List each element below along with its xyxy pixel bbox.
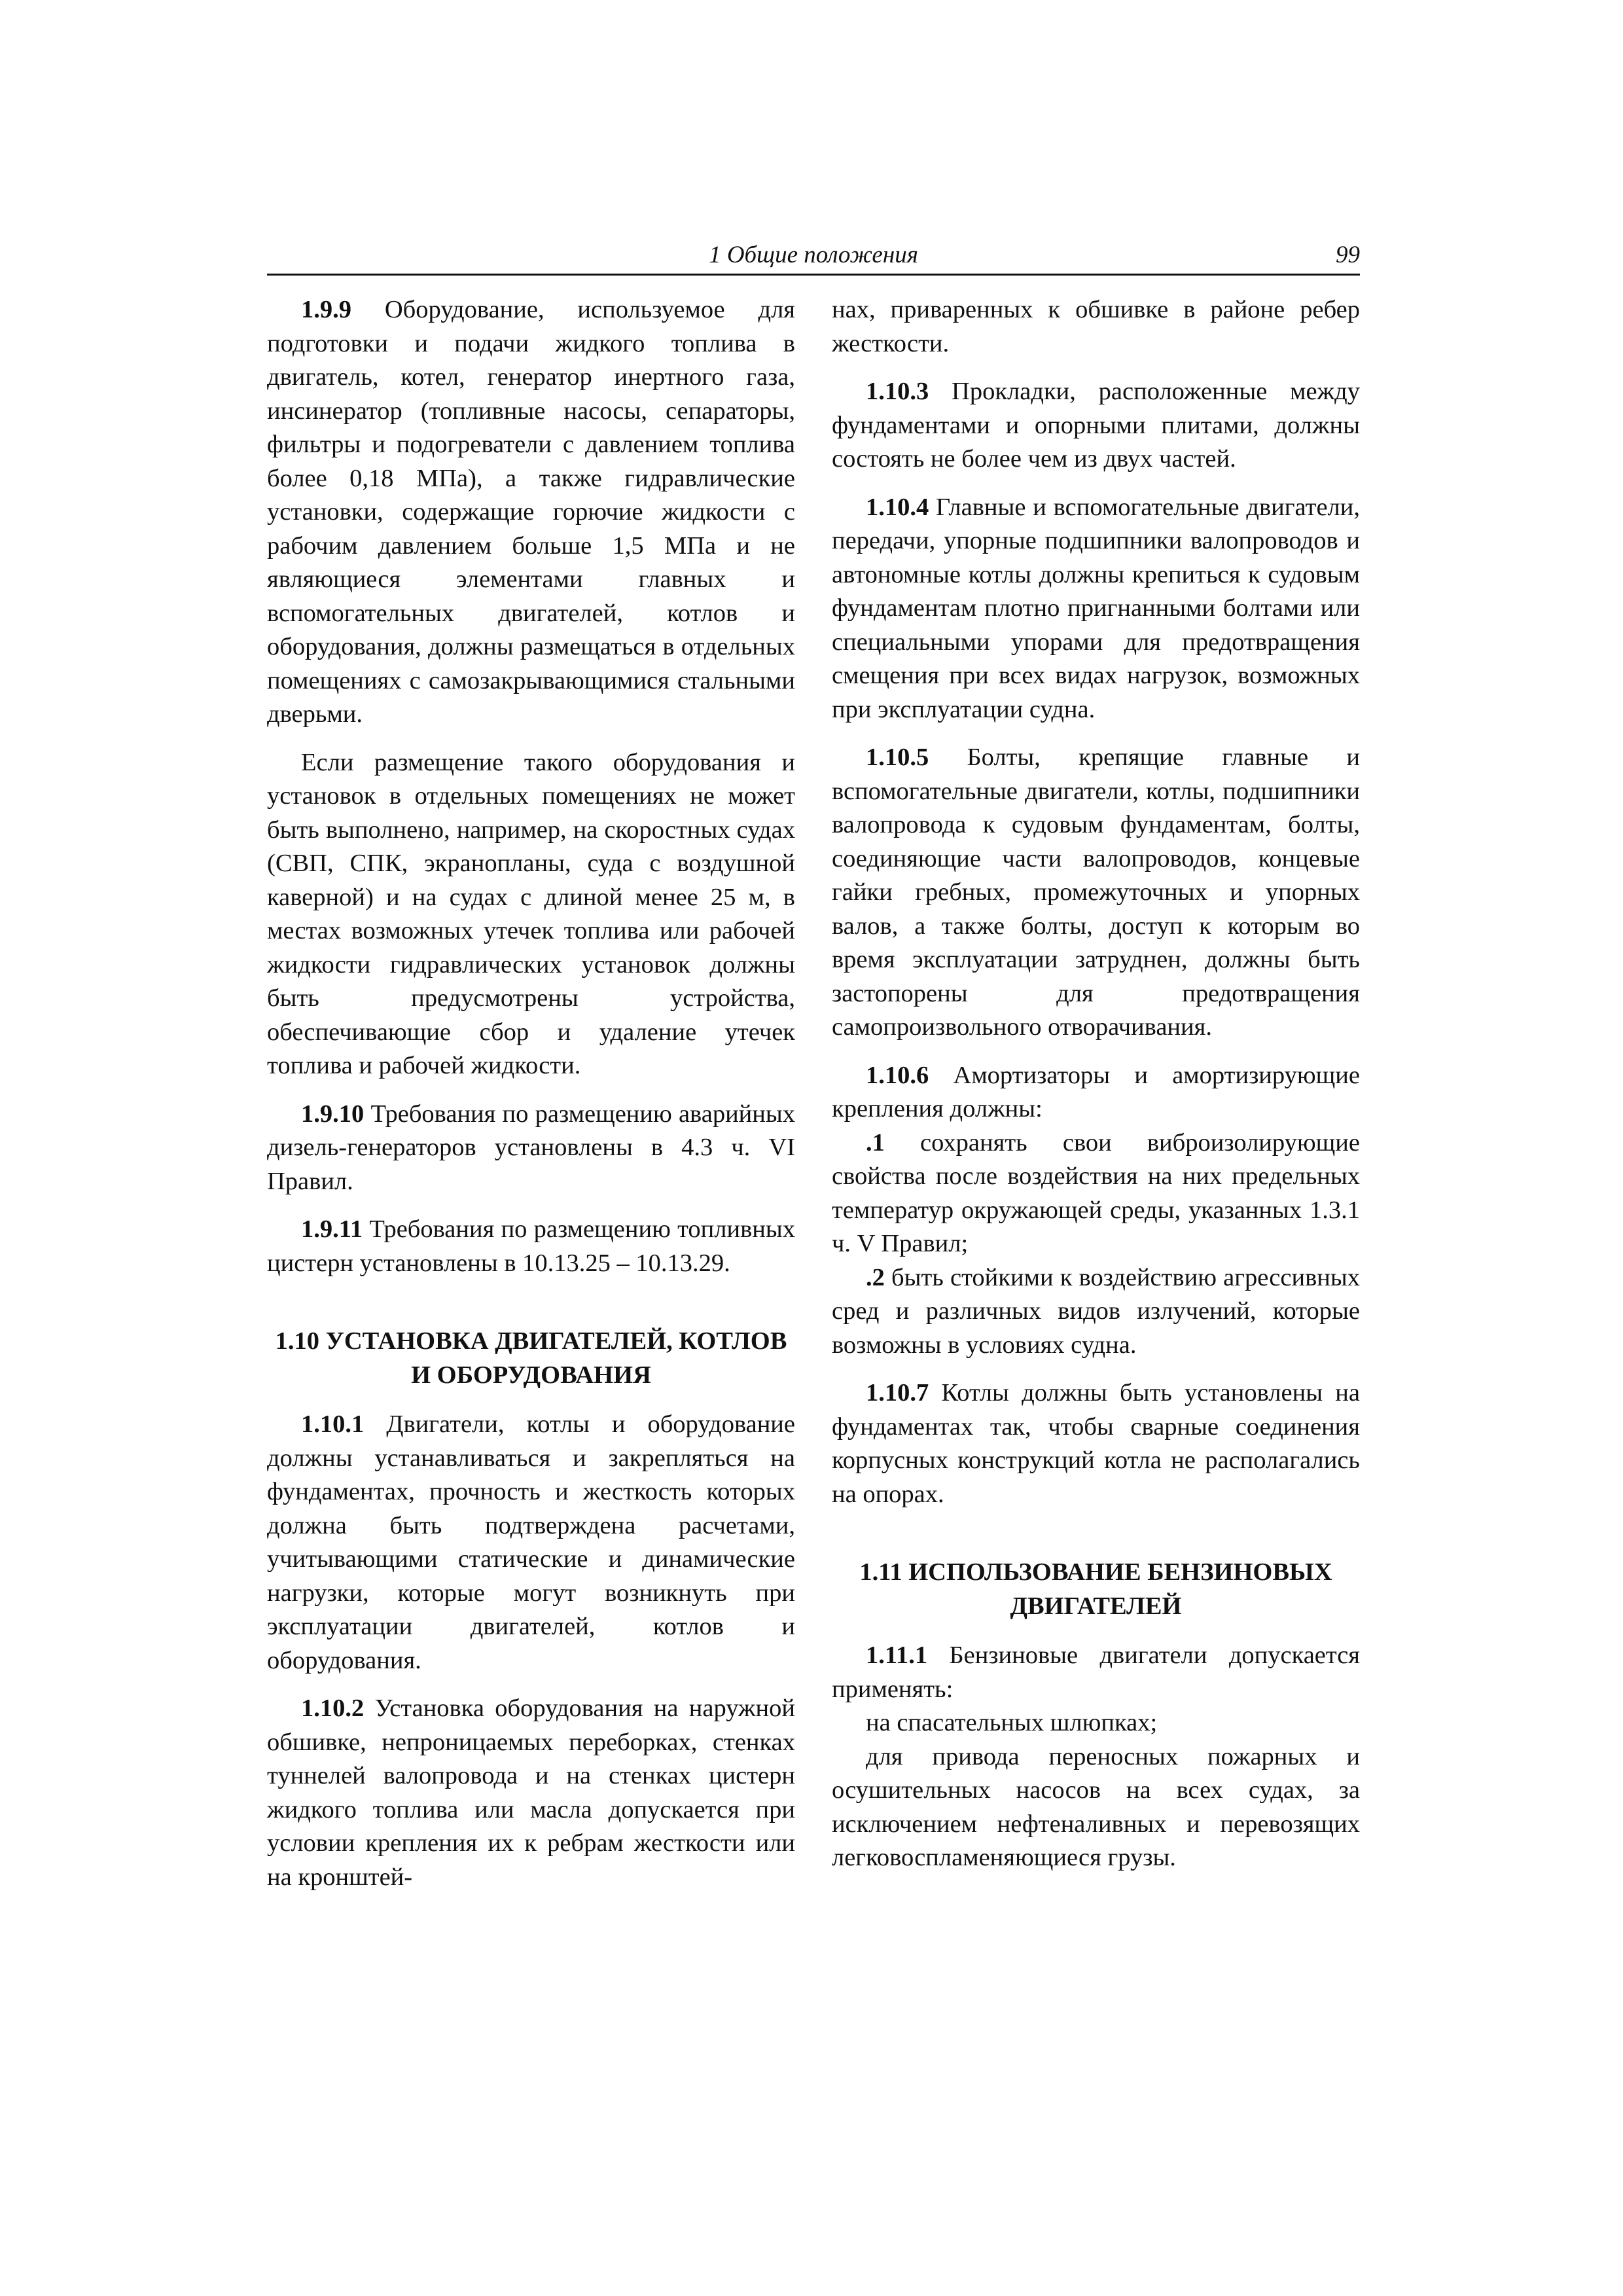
list-item-number: .2: [866, 1263, 885, 1291]
clause-text: Требования по размещению аварийных дизель-генераторов установлены в 4.3 ч. VI Правил.: [267, 1100, 795, 1195]
right-column: [832, 293, 1360, 1890]
list-item-text: сохранять свои виброизолирующие свойства после воздействия на них предельных температур окружающей среды, указанных 1.3.1 ч. V Правил;: [832, 1128, 1360, 1257]
clause-number: 1.9.9: [301, 296, 351, 323]
list-item-text: быть стойкими к воздействию агрессивных сред и различных видов излучений, которые возможны в условиях судна.: [832, 1263, 1360, 1359]
paragraph-1-10-7: [832, 1376, 1360, 1511]
clause-number: 1.9.10: [301, 1100, 365, 1128]
header-section-title: 1 Общие положения: [709, 242, 918, 268]
paragraph-1-9-9: [267, 293, 795, 732]
clause-text: Главные и вспомогательные двигатели, передачи, упорные подшипники валопроводов и автономные котлы должны крепиться к судовым фундаментам плотно пригнанными болтами или специальными упорами для предотвращения смещения при всех видах нагрузок, возможных при эксплуатации судна.: [832, 493, 1360, 723]
paragraph-1-11-1: [832, 1639, 1360, 1706]
clause-number: 1.11.1: [866, 1641, 928, 1669]
clause-text: Требования по размещению топливных цистерн установлены в 10.13.25 – 10.13.29.: [267, 1215, 795, 1277]
page-number: 99: [1336, 242, 1360, 268]
list-item-1-10-6-2: [832, 1261, 1360, 1363]
clause-number: 1.10.1: [301, 1410, 365, 1438]
clause-text: Установка оборудования на наружной обшивке, непроницаемых переборках, стенках туннелей валопровода и на стенках цистерн жидкого топлива или масла допускается при условии крепления их к ребрам жесткости или на кронштей-: [267, 1695, 795, 1891]
clause-text: Если размещение такого оборудования и установок в отдельных помещениях не может быть выполнено, например, на скоростных судах (СВП, СПК, экранопланы, суда с воздушной каверной) и на судах с длиной менее 25 м, в местах возможных утечек топлива или рабочей жидкости гидравлических установок должны быть предусмотрены устройства, обеспечивающие сбор и удаление утечек топлива и рабочей жидкости.: [267, 748, 795, 1079]
list-item-1-10-6-1: [832, 1126, 1360, 1261]
list-item-lifeboats: [832, 1706, 1360, 1740]
clause-text: Прокладки, расположенные между фундаментами и опорными плитами, должны состоять не более чем из двух частей.: [832, 378, 1360, 473]
clause-text: Котлы должны быть установлены на фундаментах так, чтобы сварные соединения корпусных конструкций котла не располагались на опорах.: [832, 1379, 1360, 1508]
clause-number: 1.10.6: [866, 1061, 929, 1089]
clause-number: 1.10.2: [301, 1695, 365, 1722]
list-item-portable-pumps: [832, 1740, 1360, 1875]
paragraph-1-10-1: [267, 1408, 795, 1677]
paragraph-1-10-2-continued: [832, 293, 1360, 361]
clause-text: нах, приваренных к обшивке в районе ребер жесткости.: [832, 296, 1360, 357]
left-column: [267, 293, 795, 1894]
clause-number: 1.9.11: [301, 1215, 363, 1243]
list-item-text: на спасательных шлюпках;: [866, 1709, 1158, 1736]
clause-number: 1.10.4: [866, 493, 929, 521]
paragraph-1-10-3: [832, 375, 1360, 476]
running-header: [267, 237, 1360, 276]
clause-number: 1.10.3: [866, 378, 929, 405]
paragraph-1-10-2: [267, 1692, 795, 1894]
section-heading-1-10: 1.10 УСТАНОВКА ДВИГАТЕЛЕЙ, КОТЛОВ И ОБОРУДОВАНИЯ: [275, 1327, 787, 1389]
paragraph-1-10-5: [832, 741, 1360, 1045]
paragraph-1-10-6: [832, 1059, 1360, 1126]
paragraph-1-10-4: [832, 491, 1360, 727]
clause-text: Болты, крепящие главные и вспомогательные двигатели, котлы, подшипники валопровода к судовым фундаментам, болты, соединяющие части валопроводов, концевые гайки гребных, промежуточных и упорных валов, а также болты, доступ к которым во время эксплуатации затруднен, должны быть застопорены для предотвращения самопроизвольного отворачивания.: [832, 744, 1360, 1041]
clause-text: Амортизаторы и амортизирующие крепления должны:: [832, 1061, 1360, 1122]
clause-text: Бензиновые двигатели допускается применять:: [832, 1641, 1360, 1703]
clause-number: 1.10.7: [866, 1379, 929, 1407]
paragraph-1-9-9-continued: [267, 746, 795, 1083]
list-item-text: для привода переносных пожарных и осушительных насосов на всех судах, за исключением нефтеналивных и перевозящих легковоспламеняющиеся грузы.: [832, 1742, 1360, 1871]
clause-number: 1.10.5: [866, 744, 929, 771]
section-heading-1-11: 1.11 ИСПОЛЬЗОВАНИЕ БЕНЗИНОВЫХ ДВИГАТЕЛЕЙ: [859, 1558, 1332, 1620]
clause-text: Двигатели, котлы и оборудование должны устанавливаться и закрепляться на фундаментах, прочность и жесткость которых должна быть подтверждена расчетами, учитывающими статические и динамические нагрузки, которые могут возникнуть при эксплуатации двигателей, котлов и оборудования.: [267, 1410, 795, 1674]
list-item-number: .1: [866, 1128, 885, 1157]
clause-text: Оборудование, используемое для подготовки и подачи жидкого топлива в двигатель, котел, генератор инертного газа, инсинератор (топливные насосы, сепараторы, фильтры и подогреватели с давлением топлива более 0,18 МПа), а также гидравлические установки, содержащие горючие жидкости с рабочим давлением больше 1,5 МПа и не являющиеся элементами главных и вспомогательных двигателей, котлов и оборудования, должны размещаться в отдельных помещениях с самозакрывающимися стальными дверьми.: [267, 296, 795, 728]
paragraph-1-9-11: [267, 1213, 795, 1280]
paragraph-1-9-10: [267, 1098, 795, 1199]
